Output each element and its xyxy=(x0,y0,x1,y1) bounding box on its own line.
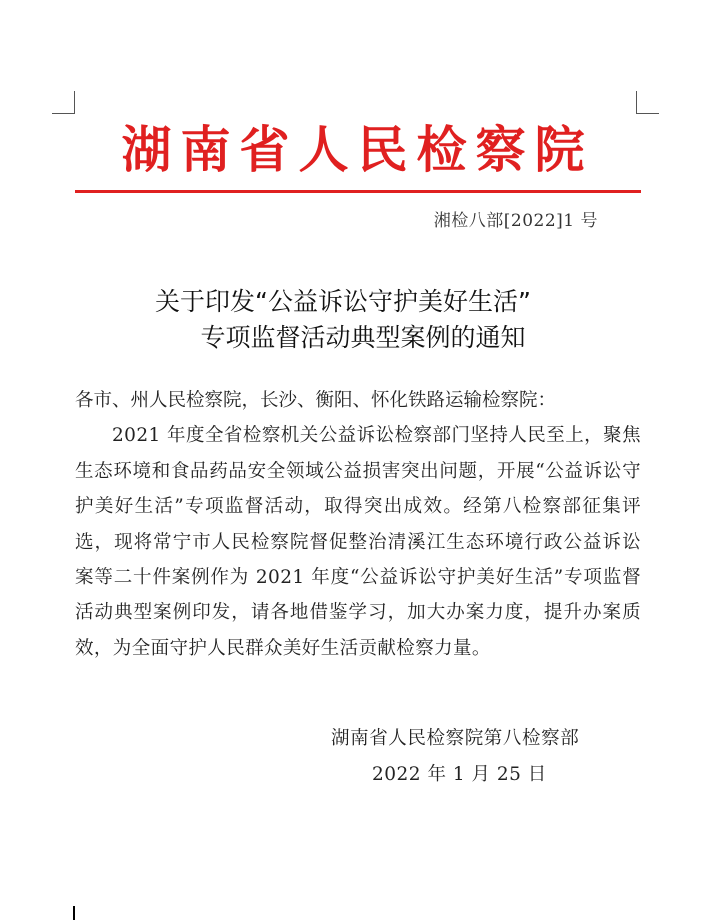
title-line-1: 关于印发“公益诉讼守护美好生活” xyxy=(155,287,531,316)
text-cursor xyxy=(73,906,75,920)
document-title xyxy=(75,284,641,356)
organization-header: 湖南省人民检察院 xyxy=(121,120,594,179)
title-line-2: 专项监督活动典型案例的通知 xyxy=(200,323,526,352)
crop-mark-top-right xyxy=(636,91,659,114)
crop-mark-top-left xyxy=(52,91,75,114)
body-paragraph: 2021 年度全省检察机关公益诉讼检察部门坚持人民至上，聚焦生态环境和食品药品安全领域公益损害突出问题，开展“公益诉讼守护美好生活”专项监督活动，取得突出成效。经第八检察部征集评选，现将常宁市人民检察院督促整治清溪江生态环境行政公益诉讼案等二十件案例作为 2021 年度“公益诉讼守护美好生活”专项监督活动典型案例印发，请各地借鉴学习，加大办案力度，提升办案质效，为全面守护人民群众美好生活贡献检察力量。 xyxy=(75,425,641,659)
issue-date: 2022 年 1 月 25 日 xyxy=(372,764,547,785)
salutation: 各市、州人民检察院，长沙、衡阳、怀化铁路运输检察院： xyxy=(75,390,557,411)
document-number: 湘检八部[2022]1 号 xyxy=(433,211,598,231)
document-body xyxy=(75,383,641,666)
header-red-rule xyxy=(75,190,641,193)
signature: 湖南省人民检察院第八检察部 xyxy=(331,728,580,749)
